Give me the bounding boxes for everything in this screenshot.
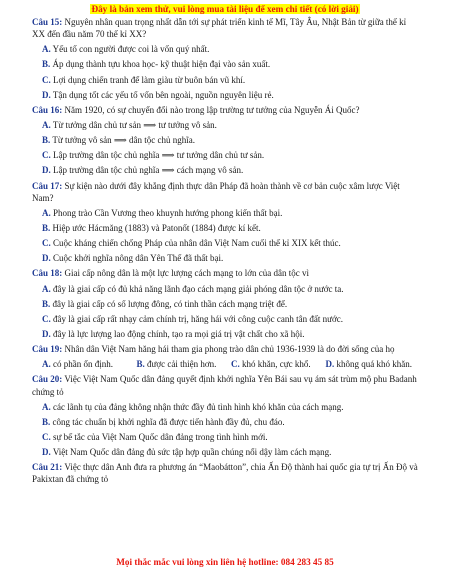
question-number: Câu 17: [32, 180, 63, 191]
option-text: Cuộc khởi nghĩa nông dân Yên Thế đã thất bại. [53, 253, 224, 264]
option-d [32, 89, 420, 101]
option-letter: C. [231, 359, 240, 370]
question-number: Câu 18: [32, 268, 63, 279]
option-d [32, 252, 420, 264]
option-b [137, 358, 232, 370]
option-a [32, 119, 420, 131]
option-letter: A. [42, 401, 51, 412]
option-b [32, 58, 420, 70]
option-d [32, 328, 420, 340]
option-text: không quá khó khăn. [336, 359, 412, 370]
option-letter: D. [42, 89, 51, 100]
option-text: Áp dụng thành tựu khoa học- kỹ thuật hiện đại vào sản xuất. [52, 59, 271, 70]
question-text: Việc thực dân Anh đưa ra phương án “Maobátton”, chia Ấn Độ thành hai quốc gia tự trị Ấn Độ và Pakixtan đã chứng tỏ [32, 462, 418, 485]
question-text: Sự kiện nào dưới đây khẳng định thực dân Pháp đã hoàn thành về cơ bản cuộc xâm lược Việt Nam? [32, 180, 400, 203]
question-text: Giai cấp nông dân là một lực lượng cách mạng to lớn của dân tộc vì [64, 268, 309, 279]
question-text: Nhân dân Việt Nam hăng hái tham gia phong trào dân chủ 1936-1939 là do đời sống của họ [64, 344, 395, 355]
option-letter: D. [325, 359, 335, 370]
option-letter: D. [42, 447, 51, 458]
option-text: được cải thiện hơn. [147, 359, 217, 370]
preview-banner-text: Đây là bản xem thử, vui lòng mua tài liệu để xem chi tiết (có lời giải) [91, 4, 359, 14]
option-text: Lập trường dân tộc chủ nghĩa ⟹ cách mạng vô sản. [53, 165, 244, 176]
option-c [32, 431, 420, 443]
option-letter: A. [42, 119, 51, 130]
option-letter: C. [42, 238, 51, 249]
option-text: công tác chuẩn bị khởi nghĩa đã được tiến hành đầy đủ, chu đáo. [52, 416, 285, 427]
option-text: Từ tưởng vô sản ⟹ dân tộc chủ nghĩa. [52, 135, 196, 146]
option-letter: D. [42, 253, 51, 264]
option-letter: D. [42, 165, 51, 176]
option-d [32, 164, 420, 176]
option-b [32, 416, 420, 428]
question-19 [32, 343, 420, 355]
option-letter: C. [42, 313, 51, 324]
option-b [32, 298, 420, 310]
option-c [231, 358, 326, 370]
option-c [32, 149, 420, 161]
option-text: Cuộc kháng chiến chống Pháp của nhân dân Việt Nam cuối thế kỉ XIX kết thúc. [53, 238, 341, 249]
option-letter: B. [42, 222, 51, 233]
option-text: Việt Nam Quốc dân đảng đủ sức tập hợp quần chúng nổi dậy làm cách mạng. [52, 447, 332, 458]
option-c [32, 237, 420, 249]
question-number: Câu 16: [32, 104, 63, 115]
option-text: có phần ổn định. [53, 359, 113, 370]
question-number: Câu 20: [32, 374, 63, 385]
option-text: đây là giai cấp có đủ khả năng lãnh đạo cách mạng giải phóng dân tộc ở nước ta. [53, 283, 344, 294]
option-b [32, 222, 420, 234]
option-text: đây là lực lượng lao động chính, tạo ra mọi giá trị vật chất cho xã hội. [53, 328, 305, 339]
option-text: đây là giai cấp rất nhạy cảm chính trị, hăng hái với công cuộc canh tân đất nước. [53, 313, 344, 324]
question-18 [32, 267, 420, 279]
question-text: Nguyên nhân quan trọng nhất dẫn tới sự phát triển kinh tế Mĩ, Tây Âu, Nhật Bản từ giữa thế kỉ XX đến đầu năm 70 thế kỉ XX? [32, 17, 407, 40]
option-d [326, 358, 421, 370]
option-letter: C. [42, 150, 51, 161]
option-text: khó khăn, cực khổ. [242, 359, 311, 370]
option-text: Hiệp ước Hácmăng (1883) và Patonốt (1884) được kí kết. [52, 222, 261, 233]
option-letter: A. [42, 44, 51, 55]
question-21 [32, 461, 420, 485]
question-text: Việc Việt Nam Quốc dân đảng quyết định khởi nghĩa Yên Bái sau vụ ám sát trùm mộ phu Badanh chứng tỏ [32, 374, 417, 397]
option-a [32, 401, 420, 413]
option-a [32, 283, 420, 295]
option-c [32, 313, 420, 325]
inline-options [32, 358, 420, 370]
option-a [32, 207, 420, 219]
option-letter: B. [42, 416, 51, 427]
option-text: Lập trường dân tộc chủ nghĩa ⟹ tư tưởng dân chủ tư sản. [53, 150, 265, 161]
question-number: Câu 19: [32, 344, 63, 355]
option-letter: A. [42, 359, 51, 370]
question-number: Câu 15: [32, 17, 63, 27]
option-letter: B. [42, 135, 51, 146]
option-letter: C. [42, 431, 51, 442]
option-text: đây là giai cấp có số lượng đông, có tinh thần cách mạng triệt để. [52, 298, 288, 309]
preview-banner [0, 3, 450, 15]
option-text: Lợi dụng chiến tranh để làm giàu từ buôn bán vũ khí. [53, 74, 246, 85]
option-letter: A. [42, 283, 51, 294]
option-text: sự bế tắc của Việt Nam Quốc dân đảng trong tình hình mới. [53, 431, 268, 442]
option-text: Yếu tố con người được coi là vốn quý nhất. [52, 44, 210, 55]
option-text: Phong trào Cần Vương theo khuynh hướng phong kiến thất bại. [53, 207, 283, 218]
option-d [32, 446, 420, 458]
option-a [42, 358, 137, 370]
question-20 [32, 373, 420, 397]
option-text: Từ tưởng dân chủ tư sản ⟹ tư tưởng vô sản. [52, 119, 217, 130]
question-16 [32, 104, 420, 116]
option-a [32, 43, 420, 55]
option-b [32, 134, 420, 146]
option-letter: C. [42, 74, 51, 85]
hotline-banner: Mọi thắc mắc vui lòng xin liên hệ hotline: 084 283 45 85 [116, 557, 334, 567]
option-c [32, 74, 420, 86]
question-17 [32, 180, 420, 204]
option-letter: A. [42, 207, 51, 218]
option-letter: D. [42, 328, 51, 339]
question-15 [32, 16, 420, 40]
question-text: Năm 1920, có sự chuyển đổi nào trong lập trường tư tưởng của Nguyễn Ái Quốc? [64, 104, 360, 115]
option-letter: B. [136, 359, 145, 370]
question-list [32, 16, 420, 489]
question-number: Câu 21: [32, 462, 63, 473]
option-text: các lãnh tụ của đảng không nhận thức đầy đủ tình hình khó khăn của cách mạng. [53, 401, 344, 412]
option-letter: B. [42, 298, 51, 309]
option-letter: B. [42, 59, 51, 70]
option-text: Tận dụng tốt các yếu tố vốn bên ngoài, nguồn nguyên liệu rẻ. [52, 89, 274, 100]
